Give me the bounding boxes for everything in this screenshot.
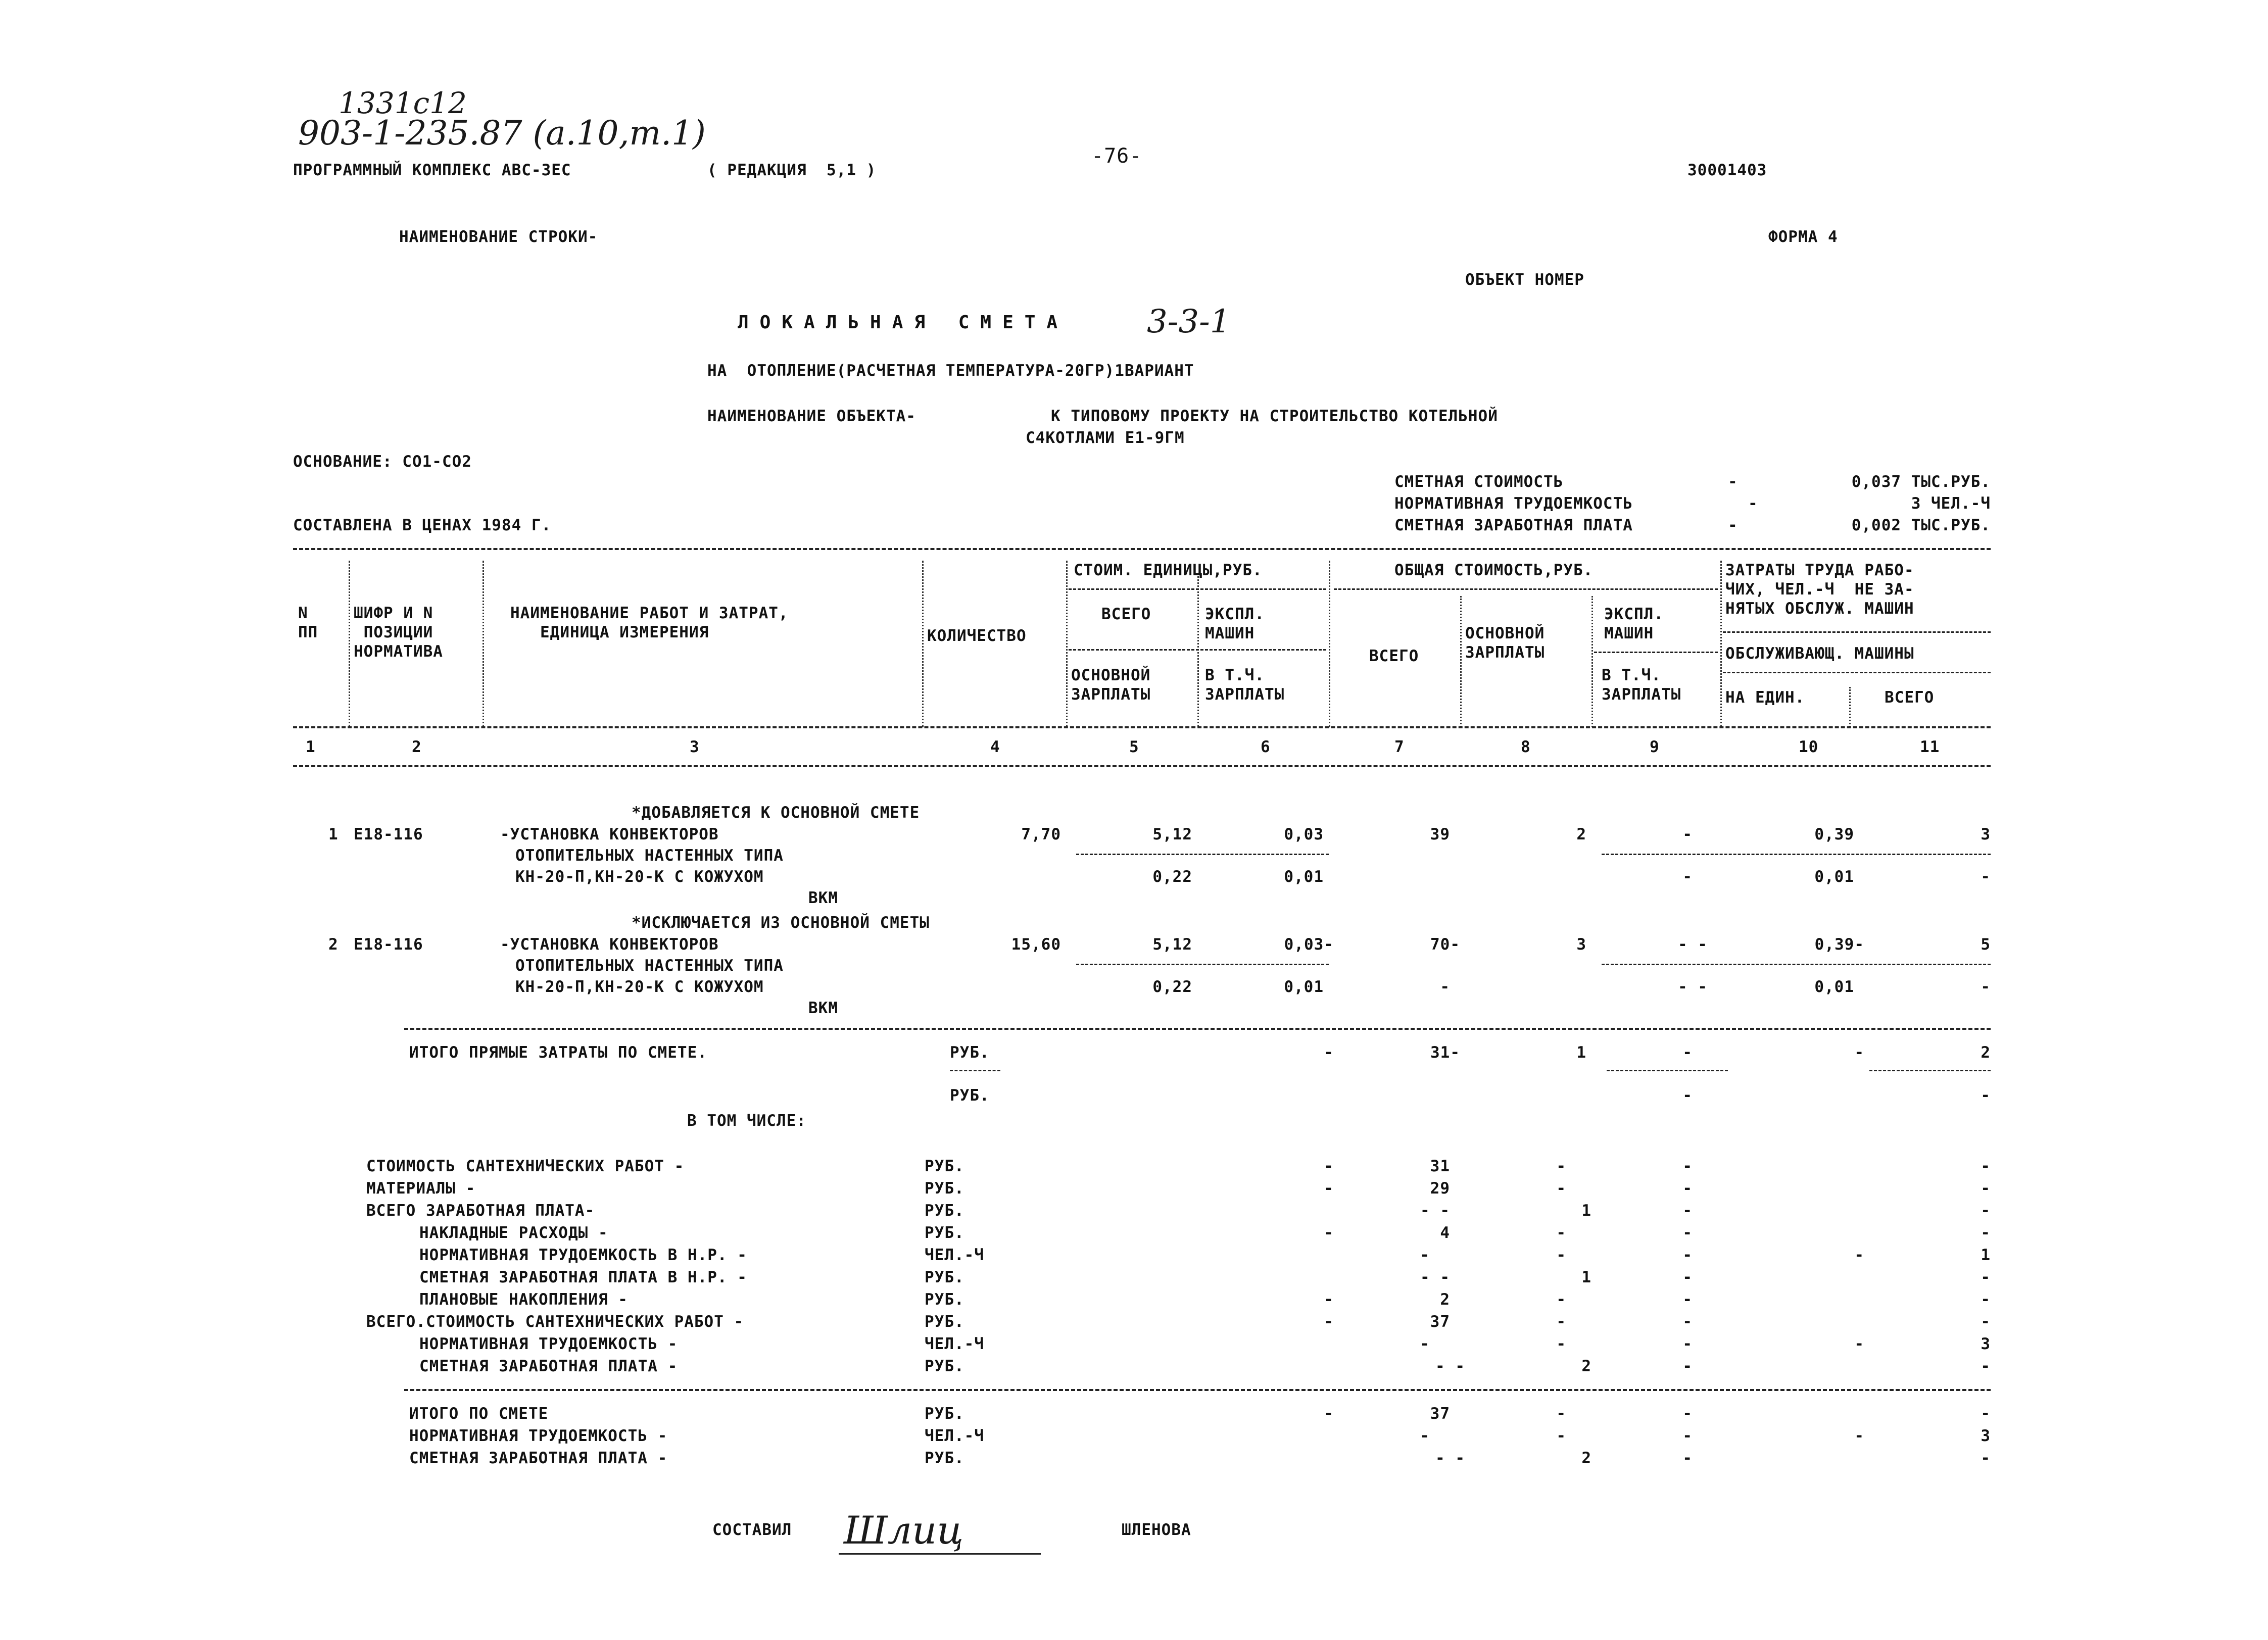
row-unit-machines: 0,03-	[1284, 935, 1334, 954]
breakdown-wage: 1	[1581, 1202, 1591, 1220]
breakdown-wage: -	[1556, 1313, 1566, 1331]
row-subrule	[1602, 964, 1991, 965]
column-number: 3	[690, 738, 700, 756]
breakdown-label: НОРМАТИВНАЯ ТРУДОЕМКОСТЬ -	[419, 1335, 678, 1353]
column-number: 2	[412, 738, 422, 756]
estimate-subject: НА ОТОПЛЕНИЕ(РАСЧЕТНАЯ ТЕМПЕРАТУРА-20ГР)1ВАРИАНТ	[707, 362, 1194, 380]
breakdown-labor-total: -	[1981, 1202, 1991, 1220]
row-unit-total: 5,12	[1152, 825, 1192, 843]
column-divider	[1197, 576, 1199, 727]
summary-sep: -	[1728, 473, 1738, 491]
breakdown-total: 4	[1440, 1224, 1450, 1242]
header-unit-wage: ОСНОВНОЙ ЗАРПЛАТЫ	[1071, 666, 1151, 704]
row-quantity: 7,70	[1021, 825, 1061, 843]
direct-costs-machine-wage: -	[1682, 1086, 1693, 1105]
compiled-by-label: СОСТАВИЛ	[712, 1521, 792, 1539]
direct-costs-wage: 1	[1576, 1043, 1586, 1062]
header-labor-machines: ОБСЛУЖИВАЮЩ. МАШИНЫ	[1725, 644, 1914, 663]
breakdown-machines: -	[1682, 1290, 1693, 1309]
breakdown-labor-total: 1	[1981, 1246, 1991, 1264]
summary-label: СМЕТНАЯ СТОИМОСТЬ	[1394, 473, 1564, 491]
row-code: Е18-116	[354, 825, 423, 843]
breakdown-c6: -	[1324, 1157, 1334, 1175]
breakdown-machines: -	[1682, 1202, 1693, 1220]
row-name-line: -УСТАНОВКА КОНВЕКТОРОВ	[500, 935, 719, 954]
row-name-line: ВКМ	[808, 999, 838, 1017]
column-divider	[922, 561, 924, 727]
row-name-line: ВКМ	[808, 889, 838, 907]
prices-label: СОСТАВЛЕНА В ЦЕНАХ 1984 Г.	[293, 516, 552, 534]
breakdown-labor-total: -	[1981, 1157, 1991, 1175]
row-code: Е18-116	[354, 935, 423, 954]
column-divider	[482, 561, 484, 727]
column-number: 7	[1394, 738, 1405, 756]
header-unit-cost: СТОИМ. ЕДИНИЦЫ,РУБ.	[1074, 561, 1263, 579]
breakdown-labor-total: 3	[1981, 1335, 1991, 1353]
header-subrule	[1069, 649, 1326, 651]
breakdown-labor-unit: -	[1854, 1335, 1864, 1353]
header-subrule	[1594, 652, 1718, 653]
totals-wage: 2	[1581, 1449, 1591, 1467]
totals-machines: -	[1682, 1449, 1693, 1467]
totals-labor-total: -	[1981, 1449, 1991, 1467]
breakdown-wage: -	[1556, 1290, 1566, 1309]
column-number: 4	[990, 738, 1000, 756]
breakdown-labor-total: -	[1981, 1290, 1991, 1309]
row-total-machines: - -	[1678, 935, 1708, 954]
breakdown-unit: РУБ.	[925, 1157, 964, 1175]
header-total-cost: ОБЩАЯ СТОИМОСТЬ,РУБ.	[1394, 561, 1594, 579]
row-total-machine-wage: -	[1682, 868, 1693, 886]
object-number-label: ОБЪЕКТ НОМЕР	[1465, 271, 1584, 289]
header-n: N ПП	[298, 604, 318, 641]
breakdown-labor-total: -	[1981, 1224, 1991, 1242]
column-number: 9	[1650, 738, 1660, 756]
header-total-machine-wage: В Т.Ч. ЗАРПЛАТЫ	[1602, 666, 1681, 704]
column-divider	[1720, 561, 1722, 727]
totals-labor-unit: -	[1854, 1427, 1864, 1445]
header-unit-machines: ЭКСПЛ. МАШИН	[1205, 605, 1265, 642]
column-number: 11	[1920, 738, 1940, 756]
summary-value: 0,002 ТЫС.РУБ.	[1851, 516, 1991, 534]
totals-c6: -	[1324, 1405, 1334, 1423]
header-subrule	[1334, 588, 1718, 590]
breakdown-c6: -	[1324, 1313, 1334, 1331]
row-total: 70-	[1430, 935, 1460, 954]
header-total-machines: ЭКСПЛ. МАШИН	[1604, 605, 1664, 642]
breakdown-wage: -	[1556, 1224, 1566, 1242]
breakdown-c6: -	[1324, 1179, 1334, 1198]
column-divider	[1066, 561, 1068, 727]
header-subrule	[1723, 672, 1991, 673]
direct-costs-subrule	[950, 1070, 1000, 1071]
breakdown-labor-unit: -	[1854, 1246, 1864, 1264]
totals-total: - -	[1435, 1449, 1465, 1467]
breakdown-total: 29	[1430, 1179, 1450, 1198]
breakdown-label: СТОИМОСТЬ САНТЕХНИЧЕСКИХ РАБОТ -	[366, 1157, 685, 1175]
row-total: 39	[1430, 825, 1450, 843]
totals-unit: РУБ.	[925, 1449, 964, 1467]
breakdown-unit: РУБ.	[925, 1268, 964, 1286]
column-divider	[1591, 596, 1593, 727]
row-subrule	[1076, 854, 1329, 855]
breakdown-machines: -	[1682, 1313, 1693, 1331]
object-name-line1: К ТИПОВОМУ ПРОЕКТУ НА СТРОИТЕЛЬСТВО КОТЕЛЬНОЙ	[1051, 407, 1498, 425]
totals-total: -	[1420, 1427, 1430, 1445]
breakdown-total: - -	[1420, 1202, 1450, 1220]
totals-label: НОРМАТИВНАЯ ТРУДОЕМКОСТЬ -	[409, 1427, 668, 1445]
summary-label: СМЕТНАЯ ЗАРАБОТНАЯ ПЛАТА	[1394, 516, 1633, 534]
header-labor: ЗАТРАТЫ ТРУДА РАБО- ЧИХ, ЧЕЛ.-Ч НЕ ЗА- НЯТЫХ ОБСЛУЖ. МАШИН	[1725, 561, 1914, 618]
section-excluded-label: *ИСКЛЮЧАЕТСЯ ИЗ ОСНОВНОЙ СМЕТЫ	[632, 914, 930, 932]
row-total-machines: -	[1682, 825, 1693, 843]
breakdown-labor-total: -	[1981, 1357, 1991, 1375]
direct-costs-subrule	[1607, 1070, 1728, 1071]
breakdown-machines: -	[1682, 1179, 1693, 1198]
compiled-by-name: ШЛЕНОВА	[1122, 1521, 1191, 1539]
direct-costs-subrule	[1869, 1070, 1991, 1071]
row-unit-machine-wage: 0,01	[1284, 978, 1324, 996]
line-name-label: НАИМЕНОВАНИЕ СТРОКИ-	[399, 228, 598, 246]
direct-costs-machines: -	[1682, 1043, 1693, 1062]
breakdown-total: 31	[1430, 1157, 1450, 1175]
document-title: ЛОКАЛЬНАЯ СМЕТА	[738, 312, 1069, 333]
breakdown-c6: -	[1324, 1290, 1334, 1309]
header-quantity: КОЛИЧЕСТВО	[927, 627, 1027, 645]
signature: Шлиц	[844, 1508, 964, 1553]
row-unit-wage: 0,22	[1152, 978, 1192, 996]
breakdown-machines: -	[1682, 1335, 1693, 1353]
row-unit-wage: 0,22	[1152, 868, 1192, 886]
header-total-all: ВСЕГО	[1369, 647, 1419, 665]
row-labor-machines-unit: 0,01	[1814, 978, 1854, 996]
header-labor-per-unit: НА ЕДИН.	[1725, 688, 1805, 707]
breakdown-unit: РУБ.	[925, 1313, 964, 1331]
header-unit-total: ВСЕГО	[1101, 605, 1151, 623]
row-total-machine-wage: - -	[1678, 978, 1708, 996]
breakdown-total: -	[1420, 1246, 1430, 1264]
object-name-line2: С4КОТЛАМИ Е1-9ГМ	[1026, 429, 1185, 447]
document-code: 30001403	[1687, 161, 1767, 179]
column-number: 6	[1261, 738, 1271, 756]
column-divider	[349, 561, 350, 727]
breakdown-label: СМЕТНАЯ ЗАРАБОТНАЯ ПЛАТА В Н.Р. -	[419, 1268, 747, 1286]
row-labor-per-unit: 0,39	[1814, 825, 1854, 843]
column-number: 5	[1129, 738, 1139, 756]
row-number: 2	[328, 935, 339, 954]
program-name: ПРОГРАММНЫЙ КОМПЛЕКС АВС-3ЕС	[293, 161, 571, 179]
direct-costs-unit: РУБ.	[950, 1043, 990, 1062]
breakdown-total: 2	[1440, 1290, 1450, 1309]
table-top-rule	[293, 548, 1991, 550]
form-label: ФОРМА 4	[1768, 228, 1838, 246]
breakdown-machines: -	[1682, 1357, 1693, 1375]
totals-total: 37	[1430, 1405, 1450, 1423]
header-code: ШИФР И N ПОЗИЦИИ НОРМАТИВА	[354, 604, 443, 661]
summary-sep: -	[1748, 494, 1758, 513]
breakdown-unit: ЧЕЛ.-Ч	[925, 1335, 984, 1353]
summary-value: 3 ЧЕЛ.-Ч	[1911, 494, 1991, 513]
direct-costs-label: ИТОГО ПРЯМЫЕ ЗАТРАТЫ ПО СМЕТЕ.	[409, 1043, 707, 1062]
row-labor-total: 3	[1981, 825, 1991, 843]
row-total-wage: 3	[1576, 935, 1586, 954]
breakdown-wage: 1	[1581, 1268, 1591, 1286]
row-labor-machines-total: -	[1981, 978, 1991, 996]
breakdown-c6: -	[1324, 1224, 1334, 1242]
breakdown-labor-total: -	[1981, 1179, 1991, 1198]
row-unit-machine-wage: 0,01	[1284, 868, 1324, 886]
totals-machines: -	[1682, 1427, 1693, 1445]
totals-labor-total: 3	[1981, 1427, 1991, 1445]
breakdown-label: МАТЕРИАЛЫ -	[366, 1179, 476, 1198]
breakdown-machines: -	[1682, 1246, 1693, 1264]
handwritten-project-number: 903-1-235.87 (а.10,т.1)	[298, 114, 706, 153]
direct-costs-total: 31-	[1430, 1043, 1460, 1062]
handwritten-archive-number: 1331с12	[339, 86, 467, 120]
totals-label: ИТОГО ПО СМЕТЕ	[409, 1405, 549, 1423]
row-name-line: КН-20-П,КН-20-К С КОЖУХОМ	[515, 978, 764, 996]
including-label: В ТОМ ЧИСЛЕ:	[687, 1112, 806, 1130]
row-total-wage: 2	[1576, 825, 1586, 843]
row-total-b: -	[1440, 978, 1450, 996]
direct-costs-unit2: РУБ.	[950, 1086, 990, 1105]
page-number: -76-	[1091, 144, 1142, 168]
header-subrule	[1723, 631, 1991, 633]
column-number: 1	[306, 738, 316, 756]
breakdown-unit: РУБ.	[925, 1224, 964, 1242]
row-labor-total: 5	[1981, 935, 1991, 954]
breakdown-machines: -	[1682, 1224, 1693, 1242]
header-labor-total: ВСЕГО	[1885, 688, 1935, 707]
breakdown-unit: РУБ.	[925, 1202, 964, 1220]
signature-underline	[839, 1553, 1041, 1555]
breakdown-unit: РУБ.	[925, 1179, 964, 1198]
header-total-wage: ОСНОВНОЙ ЗАРПЛАТЫ	[1465, 624, 1545, 662]
breakdown-unit: РУБ.	[925, 1357, 964, 1375]
row-labor-machines-total: -	[1981, 868, 1991, 886]
column-divider	[1849, 687, 1851, 727]
column-number: 8	[1521, 738, 1531, 756]
breakdown-wage: -	[1556, 1179, 1566, 1198]
breakdown-unit: РУБ.	[925, 1290, 964, 1309]
breakdown-wage: -	[1556, 1157, 1566, 1175]
breakdown-wage: -	[1556, 1335, 1566, 1353]
breakdown-label: ВСЕГО.СТОИМОСТЬ САНТЕХНИЧЕСКИХ РАБОТ -	[366, 1313, 744, 1331]
row-labor-per-unit: 0,39-	[1814, 935, 1864, 954]
breakdown-total: - -	[1420, 1268, 1450, 1286]
column-number: 10	[1799, 738, 1819, 756]
breakdown-labor-total: -	[1981, 1268, 1991, 1286]
header-unit-machine-wage: В Т.Ч. ЗАРПЛАТЫ	[1205, 666, 1285, 704]
row-quantity: 15,60	[1011, 935, 1061, 954]
column-divider	[1329, 561, 1330, 727]
row-name-line: -УСТАНОВКА КОНВЕКТОРОВ	[500, 825, 719, 843]
breakdown-wage: 2	[1581, 1357, 1591, 1375]
header-bottom-rule	[293, 726, 1991, 728]
column-divider	[1460, 596, 1462, 727]
totals-wage: -	[1556, 1427, 1566, 1445]
handwritten-estimate-number: 3-3-1	[1147, 303, 1231, 340]
row-name-line: КН-20-П,КН-20-К С КОЖУХОМ	[515, 868, 764, 886]
totals-labor-total: -	[1981, 1405, 1991, 1423]
direct-costs-c6: -	[1324, 1043, 1334, 1062]
header-name: НАИМЕНОВАНИЕ РАБОТ И ЗАТРАТ, ЕДИНИЦА ИЗМЕРЕНИЯ	[510, 604, 789, 641]
breakdown-label: НАКЛАДНЫЕ РАСХОДЫ -	[419, 1224, 608, 1242]
row-name-line: ОТОПИТЕЛЬНЫХ НАСТЕННЫХ ТИПА	[515, 957, 784, 975]
basis-label: ОСНОВАНИЕ: СО1-СО2	[293, 453, 472, 471]
row-labor-machines-unit: 0,01	[1814, 868, 1854, 886]
direct-costs-labor-machines: -	[1981, 1086, 1991, 1105]
row-unit-machines: 0,03	[1284, 825, 1324, 843]
row-subrule	[1602, 854, 1991, 855]
totals-label: СМЕТНАЯ ЗАРАБОТНАЯ ПЛАТА -	[409, 1449, 668, 1467]
totals-wage: -	[1556, 1405, 1566, 1423]
row-number: 1	[328, 825, 339, 843]
breakdown-label: СМЕТНАЯ ЗАРАБОТНАЯ ПЛАТА -	[419, 1357, 678, 1375]
breakdown-total: - -	[1435, 1357, 1465, 1375]
summary-sep: -	[1728, 516, 1738, 534]
direct-costs-labor-total: 2	[1981, 1043, 1991, 1062]
breakdown-total: 37	[1430, 1313, 1450, 1331]
object-name-label: НАИМЕНОВАНИЕ ОБЪЕКТА-	[707, 407, 916, 425]
breakdown-machines: -	[1682, 1268, 1693, 1286]
section-added-label: *ДОБАВЛЯЕТСЯ К ОСНОВНОЙ СМЕТЕ	[632, 804, 920, 822]
breakdown-label: НОРМАТИВНАЯ ТРУДОЕМКОСТЬ В Н.Р. -	[419, 1246, 747, 1264]
summary-label: НОРМАТИВНАЯ ТРУДОЕМКОСТЬ	[1394, 494, 1633, 513]
breakdown-labor-total: -	[1981, 1313, 1991, 1331]
breakdown-label: ВСЕГО ЗАРАБОТНАЯ ПЛАТА-	[366, 1202, 595, 1220]
direct-costs-labor-unit: -	[1854, 1043, 1864, 1062]
header-subrule	[1069, 588, 1326, 590]
totals-rule	[404, 1389, 1991, 1391]
summary-value: 0,037 ТЫС.РУБ.	[1851, 473, 1991, 491]
breakdown-total: -	[1420, 1335, 1430, 1353]
breakdown-wage: -	[1556, 1246, 1566, 1264]
totals-machines: -	[1682, 1405, 1693, 1423]
breakdown-unit: ЧЕЛ.-Ч	[925, 1246, 984, 1264]
totals-unit: РУБ.	[925, 1405, 964, 1423]
row-unit-total: 5,12	[1152, 935, 1192, 954]
direct-costs-rule	[404, 1028, 1991, 1030]
totals-unit: ЧЕЛ.-Ч	[925, 1427, 984, 1445]
row-name-line: ОТОПИТЕЛЬНЫХ НАСТЕННЫХ ТИПА	[515, 847, 784, 865]
row-subrule	[1076, 964, 1329, 965]
column-numbers-rule	[293, 765, 1991, 767]
program-edition: ( РЕДАКЦИЯ 5,1 )	[707, 161, 877, 179]
breakdown-label: ПЛАНОВЫЕ НАКОПЛЕНИЯ -	[419, 1290, 628, 1309]
breakdown-machines: -	[1682, 1157, 1693, 1175]
